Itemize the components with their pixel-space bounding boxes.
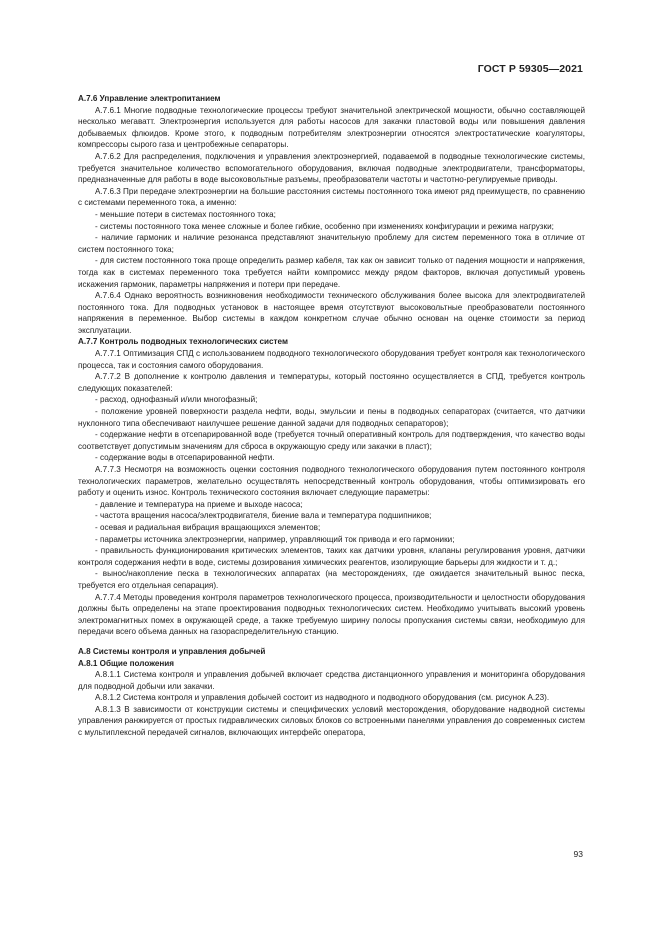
paragraph: А.7.6.1 Многие подводные технологические процессы требуют значительной электрической мощности, обычно составляющей несколько мегаватт. Электроэнергия используется для работы насосов для закачки пластовой воды или повышения давления добываемых флюидов. Кроме этого, к подводным потребителям электроэнергии относятся электростатические коагуляторы, компрессоры сырого газа и центробежные сепараторы.: [78, 105, 585, 150]
paragraph: - осевая и радиальная вибрация вращающихся элементов;: [95, 522, 321, 532]
paragraph: А.7.7.3 Несмотря на возможность оценки состояния подводного технологического оборудования путем постоянного контроля технологических параметров, желательно осуществлять непосредственный контроль оборудования, чтобы оптимизировать его работу и оценить износ. Контроль технического состояния включает следующие параметры:: [78, 465, 585, 498]
paragraph: - положение уровней поверхности раздела нефти, воды, эмульсии и пены в подводных сепараторах (считается, что датчики нуклонного типа обеспечивают наилучшее решение данной задачи для подводных сепараторов);: [78, 407, 585, 428]
paragraph: - содержание нефти в отсепарированной воде (требуется точный оперативный контроль для подтверждения, что качество воды соответствует допустимым значениям для сброса в окружающую среду или закачки в пласт);: [78, 430, 585, 451]
page-number: 93: [573, 849, 583, 859]
paragraph: А.7.6.2 Для распределения, подключения и управления электроэнергией, подаваемой в подводные технологические системы, требуется значительное количество вспомогательного оборудования, включая подводные электродвигатели, трансформаторы, предназначенные для работы в воде высоковольтные разъемы, преобразователи частоты и частотно-регулируемые приводы.: [78, 151, 585, 185]
section-spacer: [78, 638, 585, 646]
section-heading: А.8 Системы контроля и управления добычей: [78, 646, 266, 656]
paragraph: - системы постоянного тока менее сложные и более гибкие, особенно при изменениях конфигурации и режима нагрузки;: [95, 221, 554, 231]
paragraph: А.7.6.3 При передаче электроэнергии на большие расстояния системы постоянного тока имеют ряд преимуществ, по сравнению с системами переменного тока, а именно:: [78, 186, 585, 208]
paragraph: - для систем постоянного тока проще определить размер кабеля, так как он зависит только от падения мощности и напряжения, тогда как в системах переменного тока требуется найти компромисс между рядом факторов, включая допустимый уровень искажения гармоник, параметры напряжения и потери при передаче.: [78, 256, 585, 289]
paragraph: А.7.7.4 Методы проведения контроля параметров технологического процесса, производительности и целостности оборудования должны быть определены на этапе проектирования подводных технологических систем. Необходимо учитывать высокий уровень электромагнитных помех в окружающей среде, а также требуемую ширину полосы пропускания системы связи, необходимую для передачи всего объема данных на газораспределительную станцию.: [78, 592, 585, 637]
paragraph: - меньшие потери в системах постоянного тока;: [95, 209, 276, 219]
paragraph: А.7.6.4 Однако вероятность возникновения необходимости технического обслуживания более высока для электродвигателей постоянного тока. Для подводных установок в настоящее время отсутствуют высоковольтные преобразователи постоянного напряжения в переменное. Выбор системы в каждом конкретном случае обычно основан на оценке стоимости за период эксплуатации.: [78, 291, 585, 335]
document-body: [78, 93, 585, 739]
paragraph: - давление и температура на приеме и выходе насоса;: [95, 499, 303, 509]
section-heading: А.8.1 Общие положения: [78, 658, 175, 668]
paragraph: А.8.1.2 Система контроля и управления добычей состоит из надводного и подводного оборудования (см. рисунок А.23).: [95, 693, 550, 703]
paragraph: А.7.7.2 В дополнение к контролю давления и температуры, который постоянно осуществляется в СПД, требуется контроль следующих показателей:: [78, 372, 585, 393]
paragraph: - расход, однофазный и/или многофазный;: [95, 395, 258, 405]
paragraph: - наличие гармоник и наличие резонанса представляют значительную проблему для систем переменного тока в отличие от систем постоянного тока;: [78, 233, 585, 254]
paragraph: - вынос/накопление песка в технологических аппаратах (на месторождениях, где ожидается значительный вынос песка, требуется его отдельная сепарация).: [78, 569, 585, 590]
document-code: ГОСТ Р 59305—2021: [477, 63, 583, 75]
paragraph: - правильность функционирования критических элементов, таких как датчики уровня, клапаны регулирования уровня, датчики контроля содержания нефти в воде, системы дозирования химических реагентов, изолирующие барьеры для жидкости и т. д.;: [78, 546, 585, 567]
section-heading: А.7.7 Контроль подводных технологических систем: [78, 337, 288, 347]
paragraph: - частота вращения насоса/электродвигателя, биение вала и температура подшипников;: [95, 511, 432, 521]
paragraph: - параметры источника электроэнергии, например, управляющий ток привода и его гармоники;: [95, 534, 455, 544]
paragraph: А.8.1.1 Система контроля и управления добычей включает средства дистанционного управления и мониторинга оборудования для подводной добычи или закачки.: [78, 670, 585, 691]
section-heading: А.7.6 Управление электропитанием: [78, 94, 221, 103]
paragraph: А.8.1.3 В зависимости от конструкции системы и специфических условий месторождения, оборудование надводной системы управления ранжируется от простых гидравлических силовых блоков со встроенными панелями управления до современных систем с мультиплексной передачей сигналов, включающих интерфейс оператора,: [78, 704, 585, 738]
paragraph: - содержание воды в отсепарированной нефти.: [95, 453, 275, 463]
paragraph: А.7.7.1 Оптимизация СПД с использованием подводного технологического оборудования требует контроля как технологического процесса, так и состояния самого оборудования.: [78, 349, 585, 370]
